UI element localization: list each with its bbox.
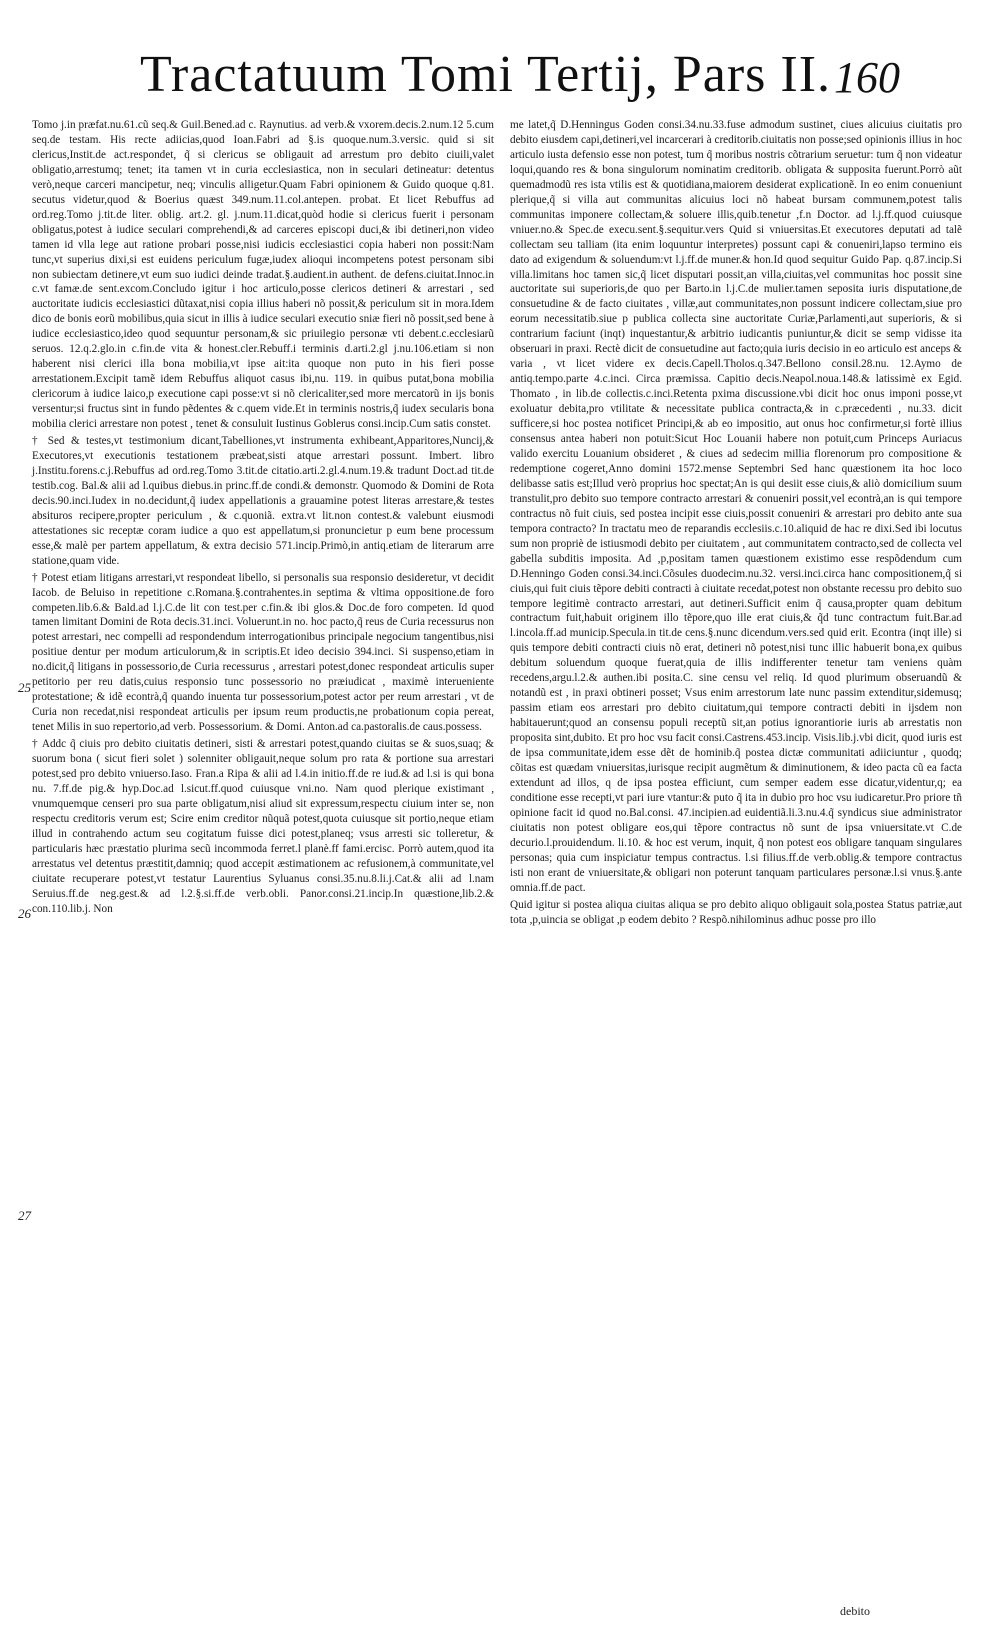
margin-number-27: 27	[18, 1208, 31, 1223]
right-paragraph-1: me latet,q̃ D.Henningus Goden consi.34.nu.33.fuse admodum sustinet, ciues alicuius ciuitatis pro debito eiusdem capi,detineri,vel incarcerari à creditorib.ciuitatis non posse;sed opinionis illius in hoc articulo iusta defensio esse non potest, tum q̃ moribus nostris cõtrarium seruetur: tum q̃ non videatur loqui,quando res & bona singulorum nominatim creditorib. obligata & supposita fuerunt.Porrò aũt quemadmodũ res ista vtilis est & quotidiana,maiorem desiderat explicationẽ. In eo enim conueniunt plerique,q̃ si villa aut communitas alicuius loci nõ habeat bursam communem,potest talis communitas imponere collectam,& soluere illis,quib.tenetur ,f.n Doctor. ad l.j.ff.quod cuiusque vniuer.no.& Spec.de execu.sent.§.sequitur.vers Quid si vniuersitas.Et executores deputati ad talẽ collectam seu talliam (ita enim loquuntur interpretes) possunt capi & conueniri,lapso termino eis dato ad exigendum & soluendum:vt l.j.ff.de muner.& hon.Id quod sequitur Guido Pap. q.87.incip.Si villa.limitans hoc tamen sic,q̃ licet disputari possit,an villa,ciuitas,vel communitas hoc possit sine auctoritate sui superioris,de quo per Barto.in l.j.C.de mulier.tamen seposita iuris disputatione,de consuetudine & de facto ciuitates , villæ,aut communitates,non possunt indicere collectam,siue pro eorum necessitatib.siue p publica collecta sine auctoritate Curiæ,Parlamenti,aut superioris, & si contrarium faciunt (inqt) inquestantur,& arbitrio iudicantis puniuntur,& dicit se semp vidisse ita obseruari in praxi. Rectè dicit de consuetudine aut facto;quia iuris decisio in eo articulo est anceps & varia , vt licet videre ex decis.Capell.Tholos.q.347.Bellono consil.28.nu. 12.Aymo de antiq.tempo.parte 4.c.inci. Circa præmissa. Capitio decis.Neapol.noua.148.& latissimè ex Egid. Thomato , in lib.de collectis.c.inci.Retenta pxima discussione.vbi dicit hoc onus imponi posse,vt exoluatur debita,pro vtilitate & necessitate publica contracta,& in c.præcedenti , nu.33. dicit sufficere,si hoc postea notificet Principi,& ab eo impositio, aut onus hoc confirmetur,si fortè illius consensus antea haberi non potuit:Sicut Hoc Louanii habere non potuit,cum Princeps Auriacus valido exercitu Louanium obsideret , & ciues ad sedecim millia florenorum pro compositione & redemptione cogeret,Anno domini 1572.mense Septembri Sed hanc quæstionem ita hoc loco delibasse satis est;Illud verò proprius hoc spectat;An is qui desiit esse ciuis,& aliò domicilium suum transtulit,pro debito suo tempore contracto arrestari & conueniri possit,vel econtrà,an is qui tempore contractus nõ fuit ciuis, sed postea incipit esse ciuis,possit conueniri & arrestari pro debito ante sua tempora contracto? In tractatu meo de reparandis ecclesiis.c.10.aliquid de hac re dixi.Sed ibi locutus sum non propriè de istiusmodi debito per ciuitatem , aut communitatem contracto,sed de collecta vel gabella subditis imposita. Ad ,p,positam tamen quæstionem existimo esse respõdendum cum D.Henningo Goden consi.34.inci.Cõsules duodecim.nu.32. versi.inci.circa hanc compositionem,q̃ si ciuis,qui fuit ciuis tẽpore debiti contracti à ciuitate recedat,potest non obstante recessu pro debito suo tempore legitimè contracto arrestari, aut detineri.Sufficit enim q̃ causa,propter quam debitum contractum fuit,habuit originem illo tẽpore,quo ille erat ciuis,& q̃d tunc contractum fuit.Bar.ad l.incola.ff.ad municip.Specula.in tit.de cens.§.nunc dicendum.vers.sed quid erit. Econtra (inqt ille) si quis tempore debiti contracti ciuis nõ erat, detineri nõ potest,nisi tunc illic habuerit bona,ex quibus debitum soluendum quoque fuerat,quia de illis indifferenter tenetur tam veniens quàm recedens,argu.l.2.& authen.ibi posita.C. sine censu vel reliq. Id quod plurimum obseruandũ & notandũ est , in praxi obtineri posset; Vsus enim arrestorum late nunc passim extenditur,sidemusq; passim etiam eos arrestari pro debito ciuitatum,qui tempore contracti debiti in ijsdem non habitauerunt;quod an consensu populi receptũ sit,an potius ignorantiorie iuris ab arrestatis non proposita sint,dubito. Et pro hoc vsu facit consi.Castrens.453.incip. Visis.lib.j.vbi dicit, quod iuris est de ipsa communitate,idem esse dẽt de hominib.q̃ postea dictæ communitati adiiciuntur , quodq; cõitas est quædam vniuersitas,iurisque recipit augmẽtum & diminutionem, & ideo pacta cũ ea facta extendunt ad illos, q de ipsa postea efficiunt, cum semper eadem esse dicatur,videntur,q; ea conditione esse recepti,vt pari iure vtantur:& puto q̃ ita in dubio pro hoc vsu iudicaretur.Pro priore tñ opinione facit id quod no.Bal.consi. 47.incipien.ad euidentiã.li.3.nu.4.q̃ syndicus siue administrator ciuitatis non potest obligare eos,qui tẽpore contractus nõ sunt de ipsa vniuersitate.vt C.de decurio.l.prouidendum. li.10. & hoc est verum, inquit, q̃ non potest eos obligare tanquam singulares personas; quia cum inspiciatur tempus contractus. l.si filius.ff.de verb.oblig.& tempore contractus isti non erant de vniuersitate,& obligari non poterunt tanquam particulares personæ.l.si vnus.§.ante omnia.ff.de pact.	[510, 119, 962, 894]
running-title: Tractatuum Tomi Tertij, Pars II.	[140, 46, 832, 103]
left-column	[32, 118, 494, 917]
page-header	[140, 40, 900, 120]
left-paragraph-26: † Potest etiam litigans arrestari,vt respondeat libello, si personalis sua responsio desideretur, vt decidit Iacob. de Beluiso in repetitione c.Romana.§.contrahentes.in septima & vltima oppositione.de foro competen.lib.6.& Bald.ad l.j.C.de lit con test.per c.fin.& ibi glos.& Doc.de foro competen. Id quod tamen limitant Domini de Rota decis.31.inci. Voluerunt.in no. hoc pacto,q̃ reus de Curia recessurus non potest arrestari, nec compelli ad respondendum interrogationibus principale negocium tangentibus,nisi positiue dentur per modum articulorum,& in scriptis.Et ideo decisio 394.inci. Si suspenso,etiam in no.dicit,q̃ litigans in possessorio,de Curia recessurus , arrestari potest,donec respondeat articulis super petitorio per reu datis,cuius responsio tunc possessorio no præiudicat , maximè interueniente protestatione; & idẽ econtrà,q̃ quando inuenta tur possessorium,potest actor per reum arrestari , vt de Curia non recedat,nisi respondeat articulis per ipsum reum productis,ne probationum copia pereat, tenet Milis in suo repertorio,ad verb. Possessorium. & Domi. Anton.ad ca.pastoralis.de caus.possess.	[32, 571, 494, 734]
left-paragraph-27: † Addc q̃ ciuis pro debito ciuitatis detineri, sisti & arrestari potest,quando ciuitas se & suos,suaq; & suorum bona ( sicut fieri solet ) solenniter obligauit,neque solum pro rata & portione sua arrestari potest,sed pro debito vniuerso.Iaso. Fran.a Ripa & alii ad l.4.in initio.ff.de re iud.& ad l.si is qui bona nu. 7.ff.de pig.& hyp.Doc.ad l.sicut.ff.quod cuiusque vni.no. Nam quod plerique existimant , vnumquemque censeri pro sua parte obligatum,nisi aliud sit expressum,respectu ciuium inter se, non respectu creditoris verum est; Scire enim creditor nũquã potest,quota cuiusque sit portio,neque etiam illud in contrahendo actum seu cogitatum fuisse dici potest,planeq; vsus arresti sic tolleretur, & particularis hæc præstatio plurima secũ incommoda ferret.l planè.ff fami.ercisc. Porrò autem,quod ita arrestatus vel detentus præstitit,damniq; quod accepit æstimationem ac refusionem,à communitate,vel ciuitate recuperare potest,vt testatur Laurentius Syluanus consi.35.nu.8.li.j.Cat.& alii ad l.nam Seruius.ff.de neg.gest.& ad l.2.§.si.ff.de verb.obli. Panor.consi.21.incip.In quæstione,lib.2.& con.110.lib.j. Non	[32, 738, 494, 915]
catchword: debito	[840, 1604, 870, 1618]
left-paragraph-25: † Sed & testes,vt testimonium dicant,Tabelliones,vt instrumenta exhibeant,Apparitores,Nuncij,& Executores,vt executionis testationem præbeat,sisti atque arrestari possunt. Imbert. libro j.Institu.forens.c.j.Rebuffus ad ord.reg.Tomo 3.tit.de citatio.arti.2.gl.4.num.19.& tradunt Doct.ad tit.de testib.cog. Bal.& alii ad l.quibus diebus.in princ.ff.de condi.& demonstr. Quomodo & Domini de Rota decis.90.inci.Iudex in no.decidunt,q̃ iudex appellationis a grauamine potest literas arrestare,& testes absituros recipere,propter periculum , & c.quoniã. extra.vt lit.non contest.& valebunt eiusmodi attestationes sic receptæ coram iudice a quo est appellatum,si pronuncietur p eum bene processum esse,& malè per partem appellatum, & extra decisio 571.incip.Primò,in antiq.etiam de literarum arre statione,quam vide.	[32, 435, 494, 567]
left-paragraph-1: Tomo j.in præfat.nu.61.cũ seq.& Guil.Bened.ad c. Raynutius. ad verb.& vxorem.decis.2.num.12 5.cum seq.de testam. His recte adiicias,quod Ioan.Fabri ad §.is quoque.num.3.versic. quid si sit clericus,Instit.de act.respondet, q̃ si clericus se obligauit ad arrestum pro debito ciuili,valet obligatio,arrestumq; tenet; ita tamen vt in curia ecclesiastica, non in seculari detineatur: detentus verò,neque carceri mancipetur, neq; vinculis alligetur.Quam Fabri opinionem & Guido quoque q.81. secutus videtur,quod & Boerius quæst 349.num.11.col.antepen. probat. Et licet Rebuffus ad ord.reg.Tomo j.tit.de liter. oblig. art.2. gl. j.num.11.dicat,quòd hodie si clericus fuerit i personam obligatus,potest à iudice seculari comprehendi,& ad carceres episcopi duci,& ibi detineri,non video tamen id vlla lege aut ratione probari posse,nisi iudicis ecclesiastici copia haberi non possit:Nam tunc,vt superius dixi,si est euidens periculum fugæ,iudex alioqui incompetens potest personam sibi non subiectam detinere,vt eum suo iudici deinde tradat.§.audient.in authent. de defens.ciuitat.Innoc.in c.vt famæ.de sent.excom.Concludo igitur i hoc articulo,posse clericos detineri & arrestari , sed auctoritate iudicis ecclesiastici dũtaxat,nisi copia illius haberi nõ possit,& periculum sit in mora.Idem dico de bonis eorũ mobilibus,quia sicut in illis à iudice seculari executio sniæ fieri nõ possit,sed bene à iudice ecclesiastico,ideo quod sequuntur personam,& sic priuilegio personæ vti debent.c.ecclesiarũ seruos. 12.q.2.glo.in c.fin.de vita & honest.cler.Rebuff.i terminis d.arti.2.gl j.nu.106.etiam si non haberent nisi clerici illa bona mobilia,vt ipse ait:ita quoque non puto in his fieri posse arrestationem.Excipit tamẽ idem Rebuffus aliquot casus ibi,nu. 119. in quibus putat,bona mobilia clericorum à iudice laico,p executione capi posse:vt si nõ clericaliter,sed more mercatorũ in ijs bonis versentur;si fructus sint in fundo pẽdentes & c.quem vide.Et in terminis nostris,q̃ iudex secularis bona mobilia clerici arrestare non potest , tenet & consuluit Iustinus Goblerus consi.incip.Cum satis constet.	[32, 119, 494, 431]
folio-number: 160	[834, 53, 900, 102]
right-paragraph-2: Quid igitur si postea aliqua ciuitas aliqua se pro debito aliquo obligauit sola,postea Status patriæ,aut tota ,p,uincia se obligat ,p eodem debito ? Respõ.nihilominus adhuc posse pro illo	[510, 898, 962, 926]
margin-number-25: 25	[18, 680, 31, 695]
right-column	[510, 118, 962, 927]
margin-number-26: 26	[18, 906, 31, 921]
